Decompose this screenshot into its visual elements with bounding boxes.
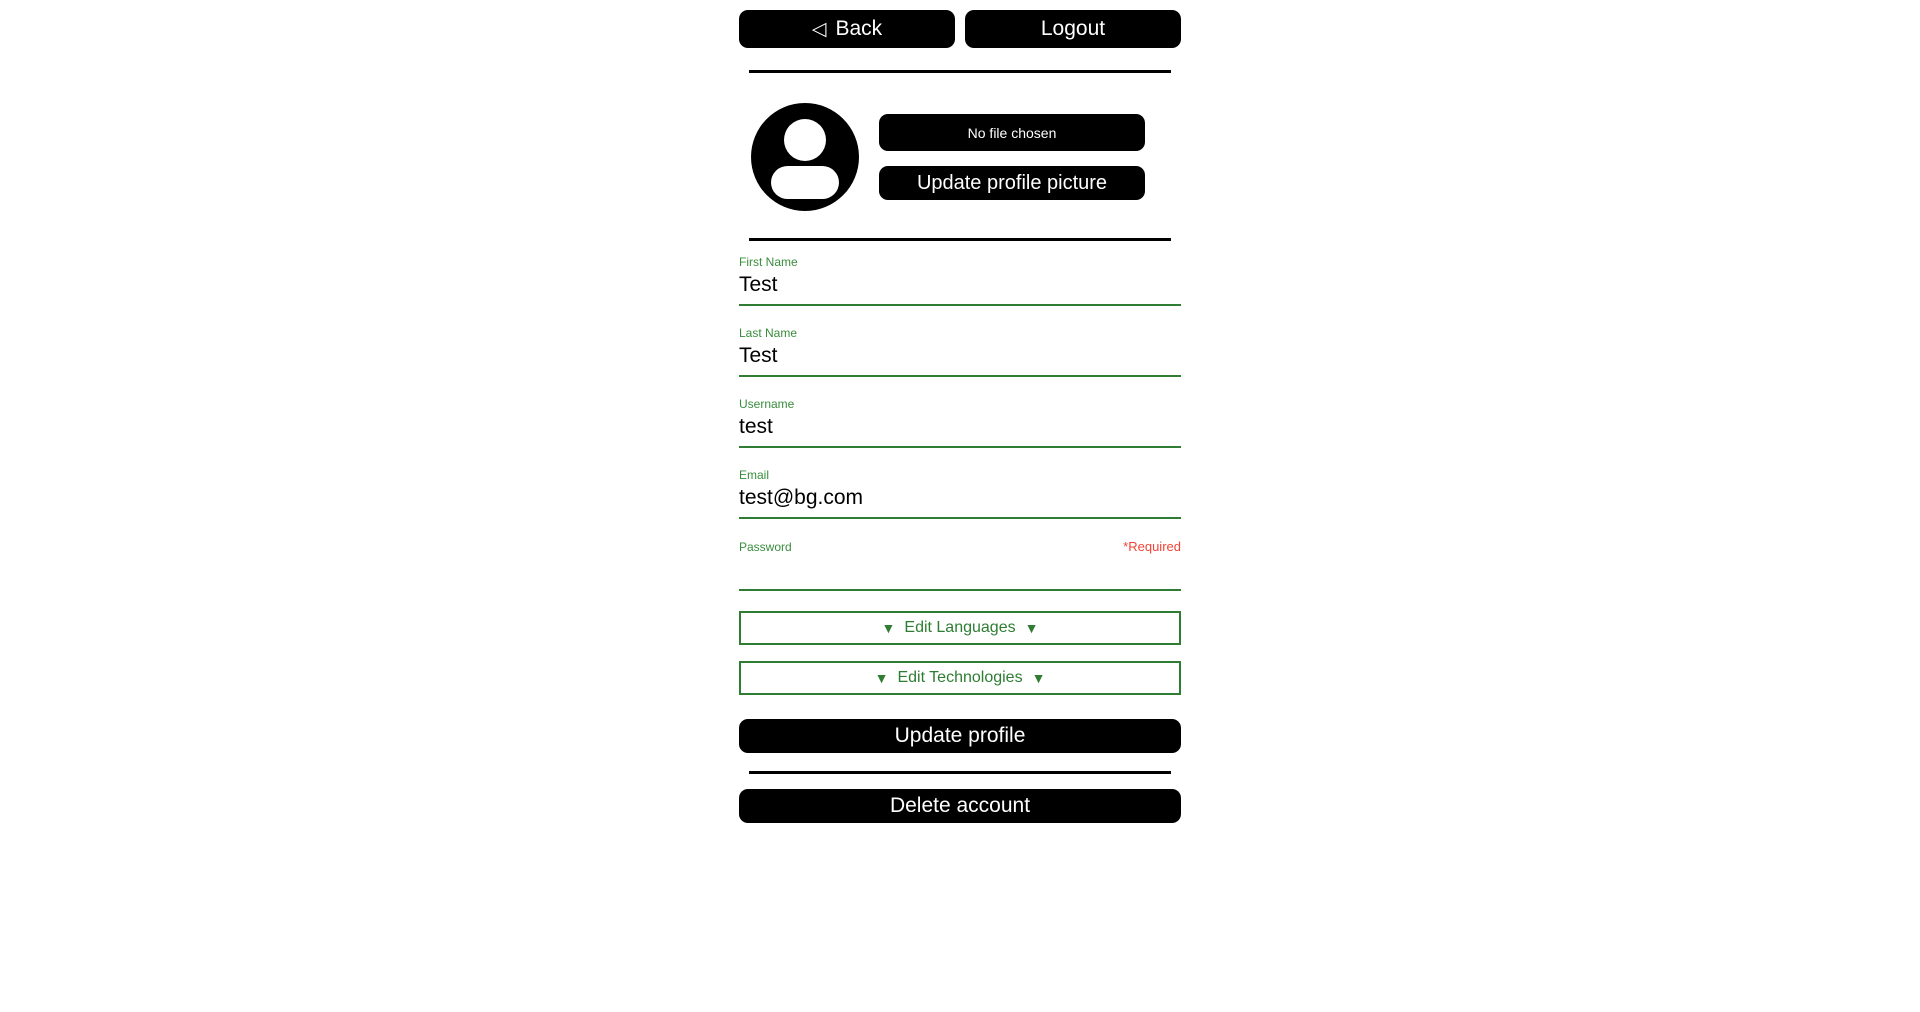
- password-field: [739, 539, 1181, 591]
- back-button-label: Back: [835, 17, 883, 40]
- password-input[interactable]: [739, 555, 1181, 591]
- last-name-label: Last Name: [739, 326, 798, 340]
- update-profile-picture-label: Update profile picture: [916, 171, 1108, 194]
- username-label: Username: [739, 397, 795, 411]
- person-avatar-icon: [751, 103, 859, 211]
- chevron-down-icon: ▼: [1024, 620, 1039, 636]
- edit-languages-button[interactable]: [739, 611, 1181, 645]
- separator: [749, 238, 1171, 241]
- chevron-down-icon: ▼: [1031, 670, 1046, 686]
- edit-technologies-label: Edit Technologies: [897, 669, 1023, 686]
- password-label: Password: [739, 540, 792, 554]
- update-profile-button[interactable]: [739, 719, 1181, 753]
- email-label: Email: [739, 468, 770, 482]
- profile-picture-section: [739, 103, 1181, 211]
- first-name-field: [739, 255, 1181, 306]
- email-field: [739, 468, 1181, 519]
- first-name-label: First Name: [739, 255, 798, 269]
- separator: [749, 70, 1171, 73]
- profile-page: [739, 0, 1181, 823]
- username-field: [739, 397, 1181, 448]
- first-name-input[interactable]: [739, 270, 1181, 306]
- picture-buttons-column: [879, 114, 1145, 200]
- username-input[interactable]: [739, 412, 1181, 448]
- logout-button[interactable]: [965, 10, 1181, 48]
- chevron-down-icon: ▼: [874, 670, 889, 686]
- separator: [749, 771, 1171, 774]
- email-input[interactable]: [739, 483, 1181, 519]
- file-input-button[interactable]: [879, 114, 1145, 151]
- file-input-status: No file chosen: [967, 124, 1057, 141]
- back-icon: ◁: [811, 18, 827, 40]
- back-button[interactable]: [739, 10, 955, 48]
- last-name-field: [739, 326, 1181, 377]
- top-button-row: [739, 10, 1181, 48]
- chevron-down-icon: ▼: [881, 620, 896, 636]
- edit-languages-label: Edit Languages: [904, 619, 1016, 636]
- delete-account-button[interactable]: [739, 789, 1181, 823]
- profile-form: [739, 255, 1181, 753]
- required-note: *Required: [1123, 539, 1181, 554]
- update-profile-picture-button[interactable]: [879, 166, 1145, 200]
- last-name-input[interactable]: [739, 341, 1181, 377]
- update-profile-label: Update profile: [894, 724, 1026, 747]
- delete-account-label: Delete account: [889, 794, 1031, 817]
- logout-button-label: Logout: [1040, 17, 1106, 40]
- edit-technologies-button[interactable]: [739, 661, 1181, 695]
